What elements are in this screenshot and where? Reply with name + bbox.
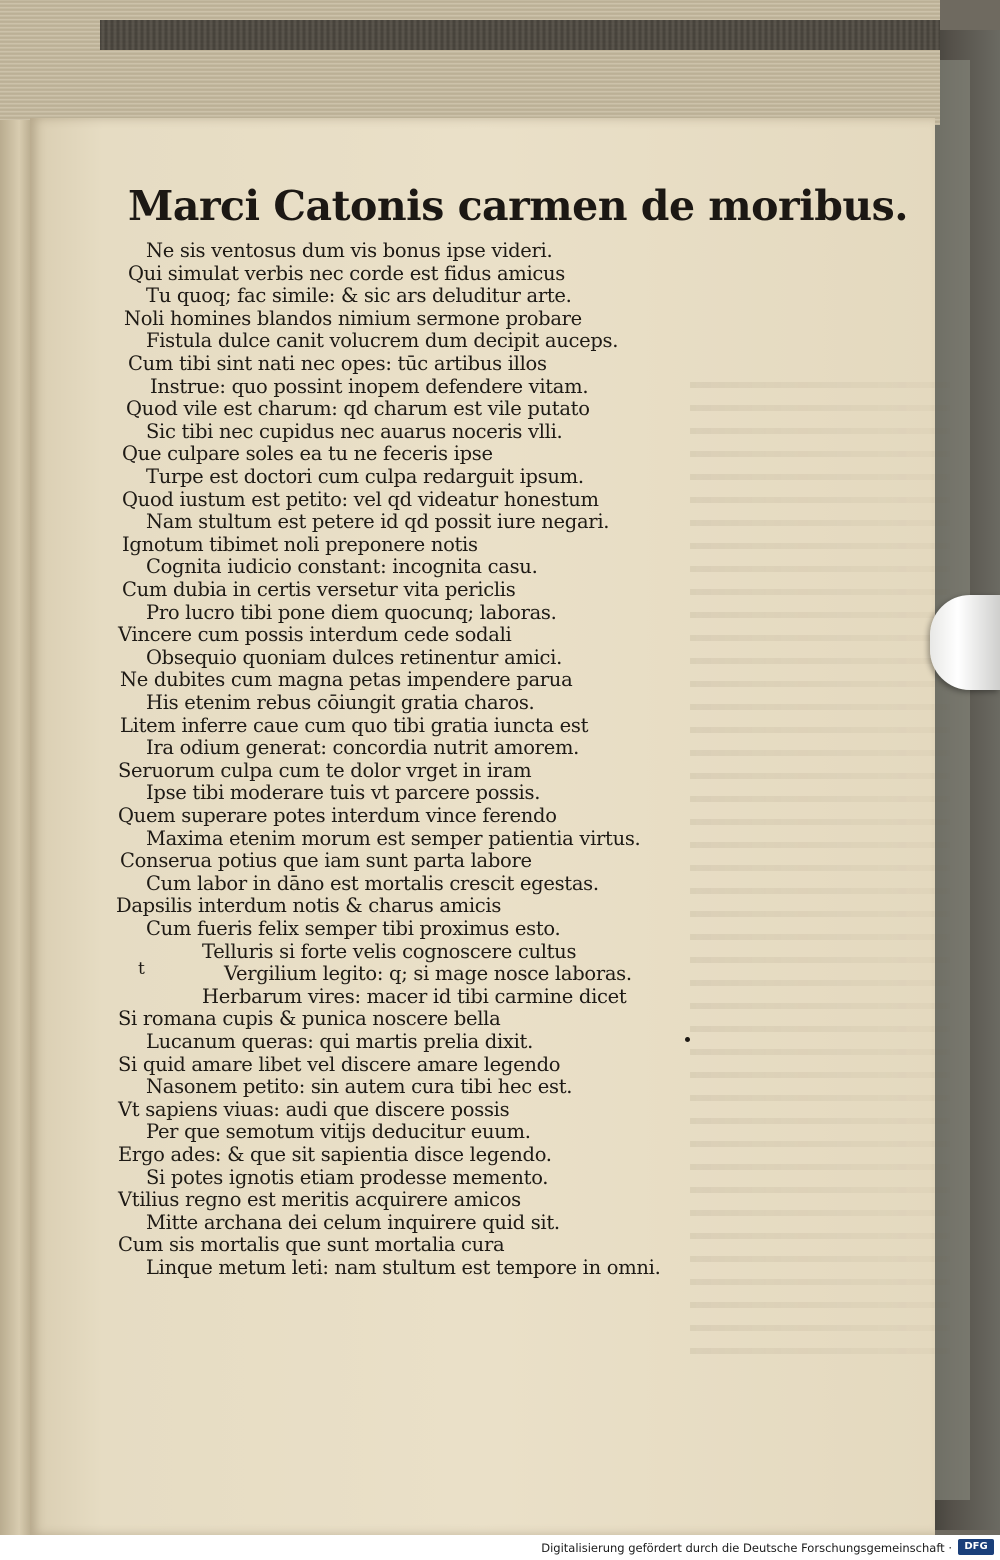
verse-line: Mitte archana dei celum inquirere quid sit. xyxy=(146,1210,560,1234)
verse-line: Vt sapiens viuas: audi que discere possis xyxy=(118,1097,510,1121)
marginal-mark: t xyxy=(138,959,145,979)
verse-line: Per que semotum vitijs deducitur euum. xyxy=(146,1120,531,1144)
verse-line: Quod vile est charum: qd charum est vile putato xyxy=(126,397,590,421)
verse-line: Turpe est doctori cum culpa redarguit ipsum. xyxy=(146,465,584,488)
footer-credit: Digitalisierung gefördert durch die Deutsche Forschungsgemeinschaft · xyxy=(541,1541,952,1555)
verse-line: Vtilius regno est meritis acquirere amicos xyxy=(118,1188,521,1212)
verse-line: Ipse tibi moderare tuis vt parcere possis. xyxy=(146,781,541,805)
verse-line: Ira odium generat: concordia nutrit amorem. xyxy=(146,736,580,760)
verse-line: Herbarum vires: macer id tibi carmine dicet xyxy=(202,984,627,1008)
verse-line: His etenim rebus cōiungit gratia charos. xyxy=(146,691,535,714)
verse-line: Telluris si forte velis cognoscere cultus xyxy=(202,939,577,963)
verse-line: Ne sis ventosus dum vis bonus ipse videri. xyxy=(146,239,553,262)
dfg-logo-icon: DFG xyxy=(958,1539,994,1555)
verse-line: Litem inferre caue cum quo tibi gratia iuncta est xyxy=(120,713,589,737)
verse-line: Vincere cum possis interdum cede sodali xyxy=(118,623,512,647)
verse-line: Lucanum queras: qui martis prelia dixit. xyxy=(146,1030,533,1053)
verse-line: Cum labor in dāno est mortalis crescit egestas. xyxy=(146,871,599,895)
verse-line: Ergo ades: & que sit sapientia disce legendo. xyxy=(118,1143,552,1166)
verse-line: Tu quoq; fac simile: & sic ars deluditur arte. xyxy=(146,284,572,308)
verse-line: Fistula dulce canit volucrem dum decipit auceps. xyxy=(146,329,619,353)
verse-line: Linque metum leti: nam stultum est tempore in omni. xyxy=(146,1256,661,1279)
verse-line: Seruorum culpa cum te dolor vrget in iram xyxy=(118,758,532,782)
verse-line: Nasonem petito: sin autem cura tibi hec est. xyxy=(146,1075,573,1099)
verse-line: Noli homines blandos nimium sermone probare xyxy=(124,306,582,330)
verse-line: Quod iustum est petito: vel qd videatur honestum xyxy=(122,487,599,511)
verse-line: Cum tibi sint nati nec opes: tūc artibus illos xyxy=(128,352,547,375)
verse-line: Sic tibi nec cupidus nec auarus noceris vlli. xyxy=(146,419,563,443)
verse-line: Ne dubites cum magna petas impendere parua xyxy=(120,668,573,692)
verse-line: Cum sis mortalis que sunt mortalia cura xyxy=(118,1233,505,1257)
verse-line: Dapsilis interdum notis & charus amicis xyxy=(116,894,502,918)
verse-line: Conserua potius que iam sunt parta labore xyxy=(120,849,532,873)
footer-bar xyxy=(0,1535,1000,1560)
verse-line: Obsequio quoniam dulces retinentur amici. xyxy=(146,645,562,669)
verse-line: Pro lucro tibi pone diem quocunq; laboras. xyxy=(146,600,557,624)
verse-line: Cum fueris felix semper tibi proximus esto. xyxy=(146,917,561,940)
page-title: Marci Catonis carmen de moribus. xyxy=(128,182,909,230)
verse-line: Quem superare potes interdum vince ferendo xyxy=(118,804,557,827)
verse-line: Cum dubia in certis versetur vita periclis xyxy=(122,578,516,601)
verse-line: Instrue: quo possint inopem defendere vitam. xyxy=(150,374,589,398)
verse-line: Si romana cupis & punica noscere bella xyxy=(118,1007,501,1031)
verse-line: Vergilium legito: q; si mage nosce laboras. xyxy=(224,962,632,986)
verse-line: Cognita iudicio constant: incognita casu. xyxy=(146,555,538,579)
verse-line: Que culpare soles ea tu ne feceris ipse xyxy=(122,442,493,466)
verse-line: Ignotum tibimet noli preponere notis xyxy=(122,532,478,556)
verse-line: Si potes ignotis etiam prodesse memento. xyxy=(146,1165,549,1189)
verse-line: Qui simulat verbis nec corde est fidus amicus xyxy=(128,261,566,285)
ink-dot xyxy=(685,1037,690,1042)
verse-line: Nam stultum est petere id qd possit iure negari. xyxy=(146,510,610,534)
verse-line: Si quid amare libet vel discere amare legendo xyxy=(118,1052,561,1076)
verse-line: Maxima etenim morum est semper patientia virtus. xyxy=(146,826,641,850)
